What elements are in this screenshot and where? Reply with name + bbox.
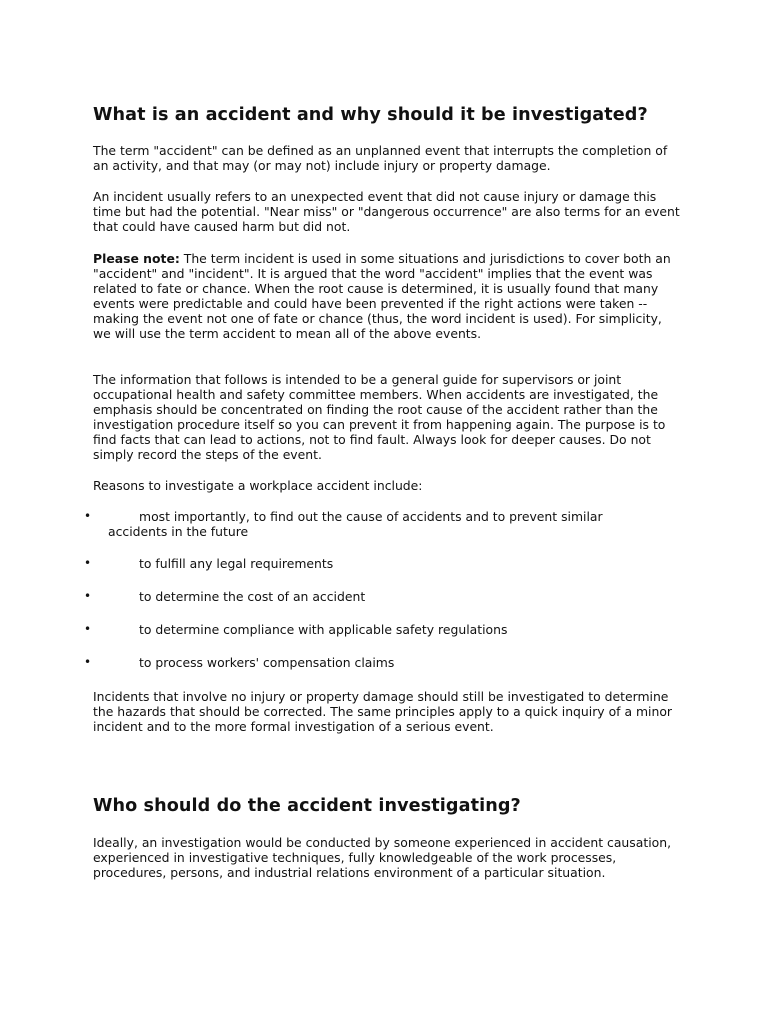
paragraph-please-note [93, 251, 678, 341]
paragraph-incidents-investigated: Incidents that involve no injury or property damage should still be investigated to determine the hazards that should be corrected. The same principles apply to a quick inquiry of a minor incident and to the more formal investigation of a serious event. [93, 689, 673, 734]
bullet-icon: • [84, 655, 92, 669]
list-item-text: to determine compliance with applicable safety regulations [139, 622, 508, 637]
note-text: The term incident is used in some situations and jurisdictions to cover both an "accident" and "incident". It is argued that the word "accident" implies that the event was related to fate or chance. When the root cause is determined, it is usually found that many events were predictable and could have been prevented if the right actions were taken -- making the event not one of fate or chance (thus, the word incident is used). For simplicity, we will use the term accident to mean all of the above events. [93, 251, 671, 341]
bullet-icon: • [84, 556, 92, 570]
note-label: Please note: [93, 251, 180, 266]
paragraph-guide-purpose: The information that follows is intended to be a general guide for supervisors or joint occupational health and safety committee members. When accidents are investigated, the emphasis should be concentrated on finding the root cause of the accident rather than the investigation procedure itself so you can prevent it from happening again. The purpose is to find facts that can lead to actions, not to find fault. Always look for deeper causes. Do not simply record the steps of the event. [93, 372, 666, 462]
list-item-text: to fulfill any legal requirements [139, 556, 334, 571]
bullet-icon: • [84, 589, 92, 603]
section-heading-accident: What is an accident and why should it be investigated? [93, 105, 648, 125]
bullet-icon: • [84, 509, 92, 523]
section-heading-who-investigates: Who should do the accident investigating? [93, 796, 521, 816]
list-item-text: most importantly, to find out the cause of accidents and to prevent similar accidents in the future [108, 509, 603, 539]
paragraph-accident-definition: The term "accident" can be defined as an unplanned event that interrupts the completion of an activity, and that may (or may not) include injury or property damage. [93, 143, 668, 173]
paragraph-ideal-investigator: Ideally, an investigation would be conducted by someone experienced in accident causation, experienced in investigative techniques, fully knowledgeable of the work processes, procedures, persons, and industrial relations environment of a particular situation. [93, 835, 672, 880]
paragraph-incident-definition: An incident usually refers to an unexpected event that did not cause injury or damage this time but had the potential. "Near miss" or "dangerous occurrence" are also terms for an event that could have caused harm but did not. [93, 189, 680, 234]
bullet-icon: • [84, 622, 92, 636]
list-item-text: to determine the cost of an accident [139, 589, 366, 604]
reasons-intro: Reasons to investigate a workplace accident include: [93, 478, 423, 493]
list-item-text: to process workers' compensation claims [139, 655, 395, 670]
